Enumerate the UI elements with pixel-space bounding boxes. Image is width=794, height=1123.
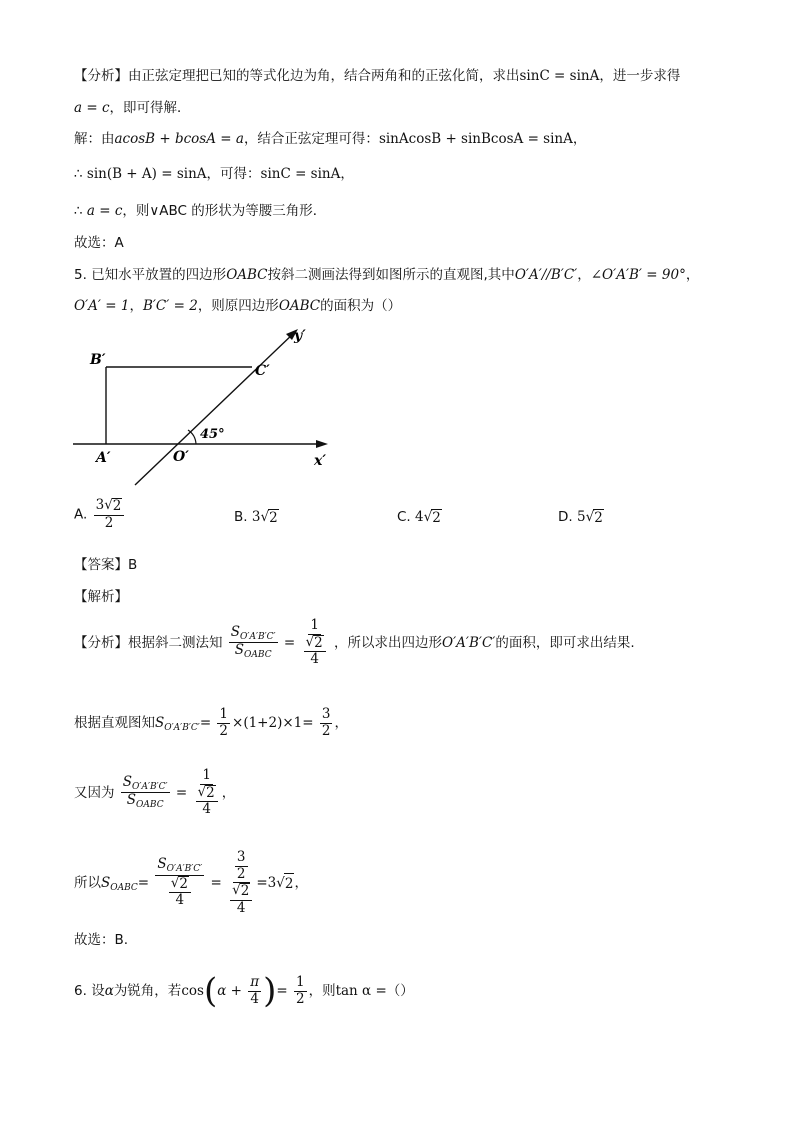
numerator: π	[250, 973, 260, 990]
subscript: OABC	[136, 800, 164, 811]
denominator: 4	[202, 801, 211, 818]
area-symbol: S	[157, 856, 167, 873]
question-5-line1	[74, 265, 699, 285]
radicand: 2	[432, 510, 441, 526]
coef: 4	[415, 509, 424, 525]
y-axis	[135, 332, 295, 485]
area-ratio	[229, 625, 278, 661]
denominator: 2	[321, 722, 331, 739]
pi-fraction	[248, 975, 261, 1007]
angle-label: 45°	[200, 427, 225, 442]
radicand: 2	[112, 498, 122, 514]
equation: sinC = sinA	[260, 166, 341, 182]
option-d[interactable]	[558, 509, 604, 526]
question-text: 按斜二测画法得到如图所示的直观图,其中	[267, 267, 515, 283]
condition: O′A′//B′C′	[514, 267, 578, 283]
radicand: 2	[179, 875, 188, 892]
label-b: B′	[90, 352, 106, 368]
step-1	[74, 707, 348, 739]
condition: O′A′ = 1	[74, 298, 130, 314]
label-y: y′	[294, 328, 306, 344]
area-ratio	[121, 775, 170, 811]
equation: sin(B + A) = sinA	[86, 166, 207, 182]
numerator: 1	[219, 706, 229, 722]
question-text: 为锐角，若	[113, 983, 182, 999]
ratio-value: 1 √ 2 4	[302, 618, 328, 668]
analysis-q4-line1	[74, 66, 680, 86]
subscript: O′A′B′C′	[132, 781, 168, 792]
area-symbol: S	[155, 715, 165, 732]
alpha: α	[104, 983, 114, 999]
label-x: x′	[314, 453, 327, 469]
punct: ，	[572, 131, 587, 147]
subscript: O′A′B′C′	[164, 723, 200, 734]
numerator: 3	[321, 706, 331, 722]
analysis-tag: 【分析】	[74, 68, 128, 84]
x-axis-arrow	[316, 440, 328, 448]
solution-line3	[74, 201, 326, 221]
question-text: ，则	[308, 983, 336, 999]
denominator: 4	[236, 899, 246, 916]
radicand: 2	[240, 883, 250, 900]
option-a[interactable]	[74, 498, 126, 531]
question-5-line2	[74, 296, 401, 316]
numerator: 1	[310, 617, 319, 633]
answer-q4: 故选：A	[74, 235, 124, 251]
punct: ，	[577, 267, 591, 283]
tan: tan α =	[335, 983, 387, 999]
question-text: 的面积为（）	[320, 298, 402, 314]
first-fraction: $S_{O'A'B'C'}$ √ 2 4	[157, 856, 203, 909]
equals: =	[276, 983, 288, 999]
solution-text: ，则∨ABC 的形状为等腰三角形．	[122, 203, 327, 219]
analysis-text: ，即可得解．	[109, 100, 191, 116]
ratio-value: 1 √ 2 4	[194, 768, 220, 818]
area-symbol: S	[234, 642, 245, 659]
analysis-q5: 【分析】根据斜二测法知 $\frac{S_{O'A'B'C'}}{S_{OABC}}$ = 1 √ 2 4 ，所以求出四边形O′A′B′C′的面积，即可求出结果.	[74, 617, 635, 668]
label-c: C′	[255, 363, 270, 379]
half-fraction	[217, 707, 230, 739]
label-o: O′	[173, 449, 189, 465]
analysis-q4-line2	[74, 98, 191, 118]
label-a: A′	[96, 450, 111, 466]
result-fraction	[320, 707, 333, 739]
solution-text: ，结合正弦定理可得：	[243, 131, 379, 147]
option-label: B.	[234, 509, 248, 525]
step-text: 又因为	[74, 784, 115, 801]
punct: ，	[294, 875, 308, 892]
condition: ∠O′A′B′ = 90°	[590, 267, 686, 283]
equation: acosB + bcosA = a	[114, 131, 244, 147]
shape-name: OABC	[278, 298, 321, 314]
punct: ，	[340, 166, 354, 182]
radicand: 2	[594, 510, 603, 526]
equation: sinAcosB + sinBcosA = sinA	[378, 131, 573, 147]
sqrt: √ 2	[423, 509, 441, 526]
punct: ，	[334, 715, 348, 732]
option-b[interactable]	[234, 509, 279, 526]
denominator: 2	[236, 865, 246, 882]
option-label: A.	[74, 506, 88, 523]
question-text: 已知水平放置的四边形	[91, 267, 227, 283]
denominator: 4	[310, 651, 319, 668]
therefore-symbol: ∴	[74, 203, 83, 219]
sqrt: √ 2	[276, 875, 294, 893]
solution-label: 解：由	[74, 131, 115, 147]
shape-name: O′A′B′C′	[442, 634, 496, 651]
solution-line1	[74, 129, 586, 149]
subscript: OABC	[244, 650, 272, 661]
rhs-fraction	[294, 975, 307, 1007]
analysis-text: 的面积，即可求出结果.	[495, 634, 635, 651]
radicand: 2	[284, 873, 295, 894]
analysis-text: ，进一步求得	[599, 68, 681, 84]
question-text: ，则原四边形	[197, 298, 279, 314]
denominator: 2	[219, 722, 229, 739]
coef: 3	[251, 509, 261, 525]
step-text: 所以	[74, 875, 101, 892]
punct: ，	[129, 298, 143, 314]
step-2: 又因为 $\frac{S_{O'A'B'C'}}{S_{OABC}}$ = 1 √ 2 4 ，	[74, 767, 236, 818]
option-label: D.	[558, 509, 573, 525]
equation: a = c	[86, 203, 123, 219]
numerator: 1	[295, 973, 305, 990]
condition: B′C′ = 2	[142, 298, 198, 314]
solution-line2	[74, 164, 354, 184]
oblique-diagram	[70, 320, 350, 490]
answer-blank: （）	[386, 983, 414, 999]
equals: =	[137, 875, 150, 892]
area-symbol: S	[126, 792, 137, 809]
denominator: 2	[295, 990, 305, 1007]
equals: =	[199, 715, 212, 732]
option-label: C.	[397, 509, 411, 525]
answer-q5: 故选：B.	[74, 932, 129, 948]
question-number: 6.	[74, 983, 87, 999]
shape-name: OABC	[226, 267, 268, 283]
radicand: 2	[206, 784, 215, 801]
analysis-text: ，所以求出四边形	[334, 634, 443, 651]
area-symbol: S	[122, 773, 133, 790]
subscript: OABC	[110, 883, 138, 894]
step-text: 根据直观图知	[74, 715, 155, 732]
second-fraction: $\frac{3}{2}$ √ 2 4	[228, 850, 254, 916]
result-coef: =3	[256, 875, 277, 892]
step-3: 所以$S_{OABC}=$ $S_{O'A'B'C'}$ √ 2 4 = $\frac{3}{2}$ √ 2 4 =3√ 2 ，	[74, 849, 308, 916]
therefore-symbol: ∴	[74, 166, 83, 182]
denominator: 2	[104, 514, 114, 531]
denominator: 4	[250, 990, 259, 1007]
analysis-text: 根据斜二测法知	[128, 634, 223, 651]
expression: α +	[217, 983, 242, 999]
punct: ，	[685, 267, 700, 283]
analysis-text: 由正弦定理把已知的等式化边为角，结合两角和的正弦化简，求出	[128, 68, 520, 84]
sqrt: √ 2	[260, 509, 278, 526]
radicand: 2	[314, 634, 323, 651]
punct: ，	[221, 784, 236, 801]
subscript: O′A′B′C′	[166, 864, 203, 875]
question-text: 设	[91, 983, 105, 999]
numerator: 3	[236, 849, 246, 865]
equation: sinC = sinA	[519, 68, 600, 84]
sqrt: √ 2	[104, 497, 122, 514]
jiexi-tag: 【解析】	[74, 589, 128, 605]
coef: 3	[95, 497, 105, 513]
angle-arc	[188, 430, 196, 444]
coef: 5	[576, 509, 586, 525]
analysis-tag: 【分析】	[74, 634, 128, 651]
area-symbol: S	[101, 875, 111, 892]
subscript: O′A′B′C′	[240, 631, 276, 642]
question-number: 5.	[74, 267, 87, 283]
cos: cos	[181, 983, 204, 999]
numerator: 1	[202, 767, 211, 783]
option-c[interactable]	[397, 509, 442, 526]
solution-text: ，可得：	[206, 166, 261, 182]
sqrt: √ 2	[585, 509, 603, 526]
radicand: 2	[269, 510, 278, 526]
fraction	[94, 498, 125, 531]
area-symbol: S	[230, 623, 241, 640]
expression: ×(1+2)×1=	[232, 715, 314, 732]
denominator: 4	[175, 892, 185, 909]
equation: a = c	[74, 100, 110, 116]
answer-tag: 【答案】B	[74, 557, 138, 573]
question-6: 6. 设α为锐角，若cos(α + $\frac{\pi}{4}$ )= $\frac{1}{2}$ ，则tan α =（）	[74, 971, 414, 1011]
